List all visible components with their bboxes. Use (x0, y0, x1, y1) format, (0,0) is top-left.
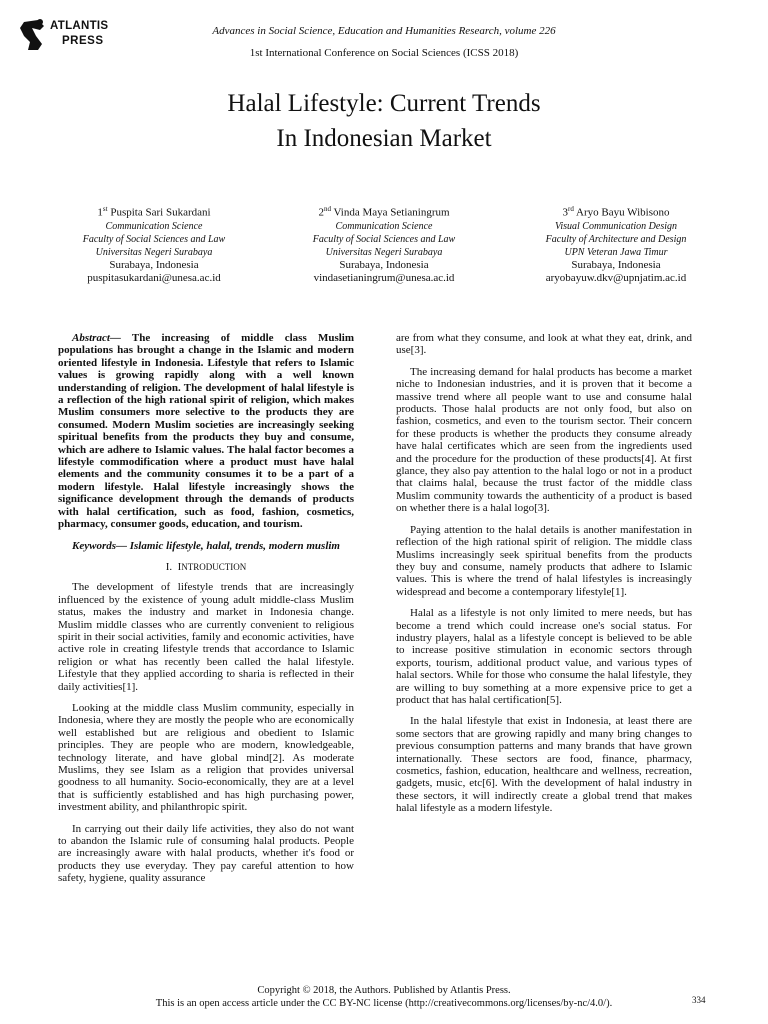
logo-text-press: PRESS (62, 35, 104, 47)
author-city: Surabaya, Indonesia (339, 258, 429, 271)
author-3 (496, 203, 736, 285)
body-paragraph: In the halal lifestyle that exist in Indonesia, at least there are some sectors that are growing rapidly and many bring changes to previous consumption patterns and many brands that have grown internationally. These sectors are food, finance, pharmacy, cosmetics, fashion, education, healthcare and wellness, recreation, gadgets, music, etc[6]. With the development of halal industry in these sectors, it will indirectly create a global trend that makes halal lifestyle as a modern lifestyle. (396, 715, 692, 815)
page-number: 334 (692, 995, 706, 1005)
author-name: 2nd Vinda Maya Setianingrum (318, 205, 450, 219)
right-column (396, 332, 692, 824)
body-paragraph: Halal as a lifestyle is not only limited to mere needs, but has become a trend which could increase one's social status. For industry players, halal as a lifestyle concept is believed to be able to increase positive stimulation in economic sectors through exports, tourism, additional product value, and various types of halal sectors. While for those who consume the halal lifestyle, they are willing to buy something at a more expensive price to get a product that has halal certification[5]. (396, 607, 692, 706)
copyright-notice: Copyright © 2018, the Authors. Published by Atlantis Press. (257, 985, 511, 996)
body-paragraph: Looking at the middle class Muslim community, especially in Indonesia, where they are mostly the people who are economically well established but are religious and obedient to Islamic principles. They are people who are modern, knowledgeable, technology literate, and have global mind[2]. As moderate Muslims, they see Islam as a religion that provides universal goodness to all humanity. Socio-economically, they are at a level that is sufficiently established and has high purchasing power, investment ability, and philanthropic spirit. (58, 701, 354, 814)
author-city: Surabaya, Indonesia (571, 258, 661, 271)
body-paragraph: In carrying out their daily life activities, they also do not want to abandon the Islamic rule of consuming halal products. People are increasingly aware with halal products, whether it's food or products they use everyday. They pay careful attention to how safety, hygiene, quality assurance (58, 822, 354, 885)
author-faculty: Faculty of Social Sciences and Law (312, 233, 456, 245)
author-dept: Visual Communication Design (554, 220, 678, 232)
author-city: Surabaya, Indonesia (109, 258, 199, 271)
author-univ: Universitas Negeri Surabaya (95, 246, 213, 258)
author-univ: UPN Veteran Jawa Timur (564, 246, 668, 258)
keywords: Keywords— Islamic lifestyle, halal, trends, modern muslim (72, 539, 340, 552)
conference-name: 1st International Conference on Social Sciences (ICSS 2018) (249, 47, 519, 59)
body-paragraph: are from what they consume, and look at what they eat, drink, and use[3]. (396, 332, 692, 357)
author-email: aryobayuw.dkv@upnjatim.ac.id (545, 271, 687, 284)
logo-text-atlantis: ATLANTIS (50, 20, 109, 32)
author-dept: Communication Science (335, 220, 433, 232)
section-heading-introduction: I. INTRODUCTION (165, 560, 247, 573)
series-title: Advances in Social Science, Education and Humanities Research, volume 226 (212, 25, 556, 37)
title-line-1: Halal Lifestyle: Current Trends (227, 90, 541, 117)
author-2 (264, 203, 504, 285)
abstract: Abstract— The increasing of middle class Muslim populations has brought a change in the Islamic and modern oriented lifestyle in Indonesia. Lifestyle that refers to Islamic values is growing rapidly along with a well known understanding of religion. The development of halal lifestyle is a reflection of the high rational spirit of religion, which makes Muslim consumers more selective to the products they are consumed. Modern Muslim societies are increasingly seeking spiritual benefits from the products they buy and consume, which are adhere to Islamic values. The halal factor becomes a lifestyle commodification where a product must have halal elements and the community consumes it to be a part of a modern lifestyle. Halal lifestyle increasingly shows the significance development through the demands of products with halal certification, such as food, fashion, cosmetics, pharmacy, consumer goods, education, and tourism. (58, 332, 354, 531)
author-univ: Universitas Negeri Surabaya (325, 246, 443, 258)
author-1 (34, 203, 274, 285)
title-line-2: In Indonesian Market (276, 125, 492, 152)
author-email: puspitasukardani@unesa.ac.id (87, 271, 221, 284)
license-notice: This is an open access article under the CC BY-NC license (http://creativecommons.org/licenses/by-nc/4.0/). (155, 998, 613, 1009)
left-column (58, 332, 354, 894)
author-email: vindasetianingrum@unesa.ac.id (313, 271, 455, 284)
author-dept: Communication Science (105, 220, 203, 232)
body-paragraph: The development of lifestyle trends that are increasingly influenced by the existence of young adult middle-class Muslim status, makes the industry and market in Indonesia change. Muslim middle classes who are currently convenient to religious spirit in their social activities, family and economic activities, have active role in creating lifestyle trends that accordance to Islamic religion or what has recently been called the halal lifestyle. Lifestyle that they applied according to sharia is reflected in their daily activities[1]. (58, 581, 354, 693)
body-paragraph: Paying attention to the halal details is another manifestation in reflection of the high rational spirit of religion. The middle class Muslims increasingly seek spiritual benefits from the products they buy and consume, namely products that adhere to Islamic values. This is where the trend of halal lifestyles is increasingly widespread and become a contemporary lifestyle[1]. (396, 523, 692, 598)
author-faculty: Faculty of Architecture and Design (545, 233, 687, 245)
body-paragraph: The increasing demand for halal products has become a market niche to Indonesian industries, and it is proven that it become a massive trend where all people want to use and consume halal products. Those halal products are not only food, but also on fashion, cosmetics, and even to the tourism sector. Their concern for these products is whether the products they consume already have halal certificates which are seen from the ingredients used and the procedure for the production of these products[4]. At first glance, they also pay attention to the halal logo or not in a product that claims halal, because the trust factor of the middle class Muslim community towards the authenticity of a product is based on whether there is a halal logo[3]. (396, 365, 692, 515)
author-name: 1st Puspita Sari Sukardani (97, 205, 211, 219)
author-faculty: Faculty of Social Sciences and Law (82, 233, 226, 245)
paper-title (0, 86, 768, 156)
footer (0, 984, 768, 1010)
author-name: 3rd Aryo Bayu Wibisono (562, 205, 670, 219)
